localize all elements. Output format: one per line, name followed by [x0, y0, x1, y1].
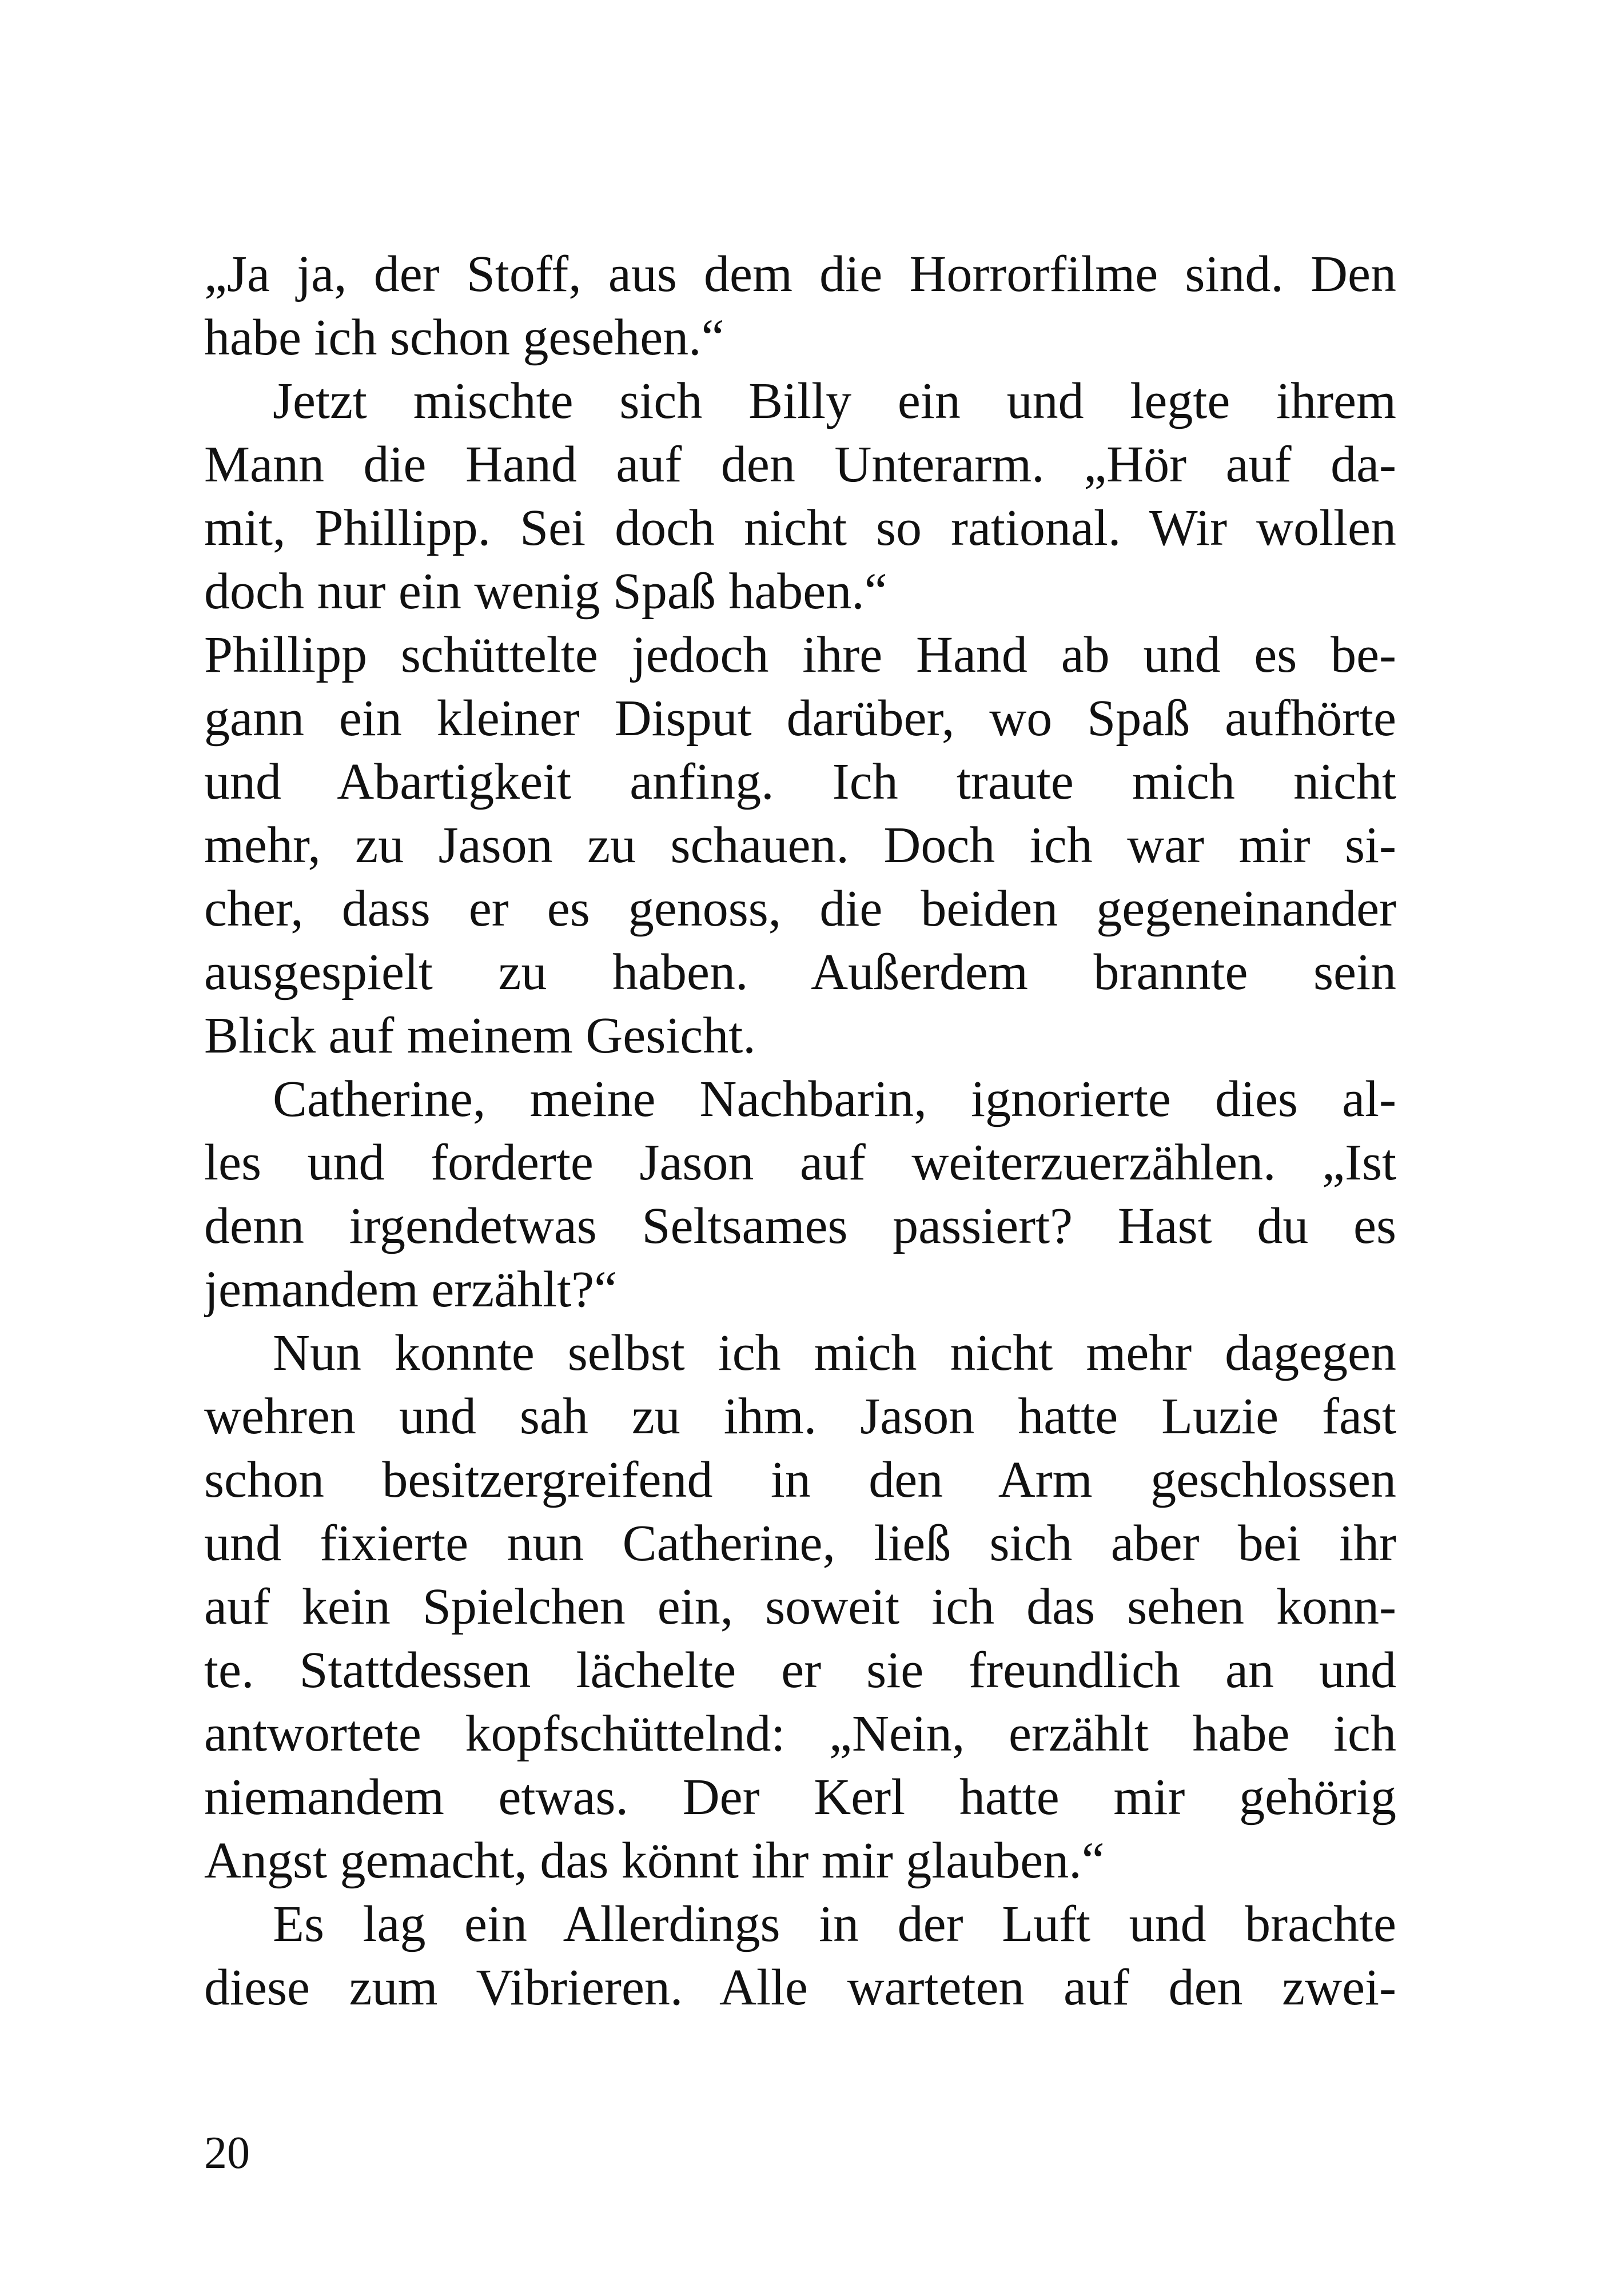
text-line: diese zum Vibrieren. Alle warteten auf den zwei- — [204, 1959, 1396, 2016]
text-line: Angst gemacht, das könnt ihr mir glauben.“ — [204, 1832, 1105, 1889]
text-line: habe ich schon gesehen.“ — [204, 309, 724, 366]
text-line: cher, dass er es genoss, die beiden gegeneinander — [204, 880, 1396, 937]
text-line: Es lag ein Allerdings in der Luft und brachte — [273, 1896, 1396, 1952]
text-line: mehr, zu Jason zu schauen. Doch ich war mir si- — [204, 817, 1396, 874]
text-line: jemandem erzählt?“ — [204, 1261, 618, 1318]
text-line: Mann die Hand auf den Unterarm. „Hör auf da- — [204, 436, 1396, 493]
text-line: Phillipp schüttelte jedoch ihre Hand ab und es be- — [204, 627, 1396, 683]
body-text — [204, 242, 1396, 2019]
text-line: Blick auf meinem Gesicht. — [204, 1007, 756, 1064]
text-line: Catherine, meine Nachbarin, ignorierte dies al- — [273, 1071, 1396, 1127]
text-line: Jetzt mischte sich Billy ein und legte ihrem — [273, 373, 1396, 429]
text-line: les und forderte Jason auf weiterzuerzählen. „Ist — [204, 1134, 1396, 1191]
text-line: gann ein kleiner Disput darüber, wo Spaß aufhörte — [204, 690, 1396, 747]
text-line: auf kein Spielchen ein, soweit ich das sehen konn- — [204, 1579, 1396, 1635]
text-line: und fixierte nun Catherine, ließ sich aber bei ihr — [204, 1515, 1396, 1572]
text-line: wehren und sah zu ihm. Jason hatte Luzie fast — [204, 1388, 1396, 1445]
text-line: niemandem etwas. Der Kerl hatte mir gehörig — [204, 1769, 1396, 1825]
text-line: antwortete kopfschüttelnd: „Nein, erzählt habe ich — [204, 1705, 1396, 1762]
text-line: denn irgendetwas Seltsames passiert? Hast du es — [204, 1198, 1396, 1254]
text-line: doch nur ein wenig Spaß haben.“ — [204, 563, 887, 620]
text-line: ausgespielt zu haben. Außerdem brannte sein — [204, 944, 1396, 1000]
text-line: und Abartigkeit anfing. Ich traute mich nicht — [204, 754, 1396, 810]
text-line: schon besitzergreifend in den Arm geschlossen — [204, 1452, 1396, 1508]
text-line: „Ja ja, der Stoff, aus dem die Horrorfilme sind. Den — [204, 246, 1396, 302]
text-line: te. Stattdessen lächelte er sie freundlich an und — [204, 1642, 1396, 1699]
text-line: mit, Phillipp. Sei doch nicht so rational. Wir wollen — [204, 500, 1396, 556]
text-line: Nun konnte selbst ich mich nicht mehr dagegen — [273, 1325, 1396, 1381]
page-number: 20 — [204, 2128, 250, 2178]
